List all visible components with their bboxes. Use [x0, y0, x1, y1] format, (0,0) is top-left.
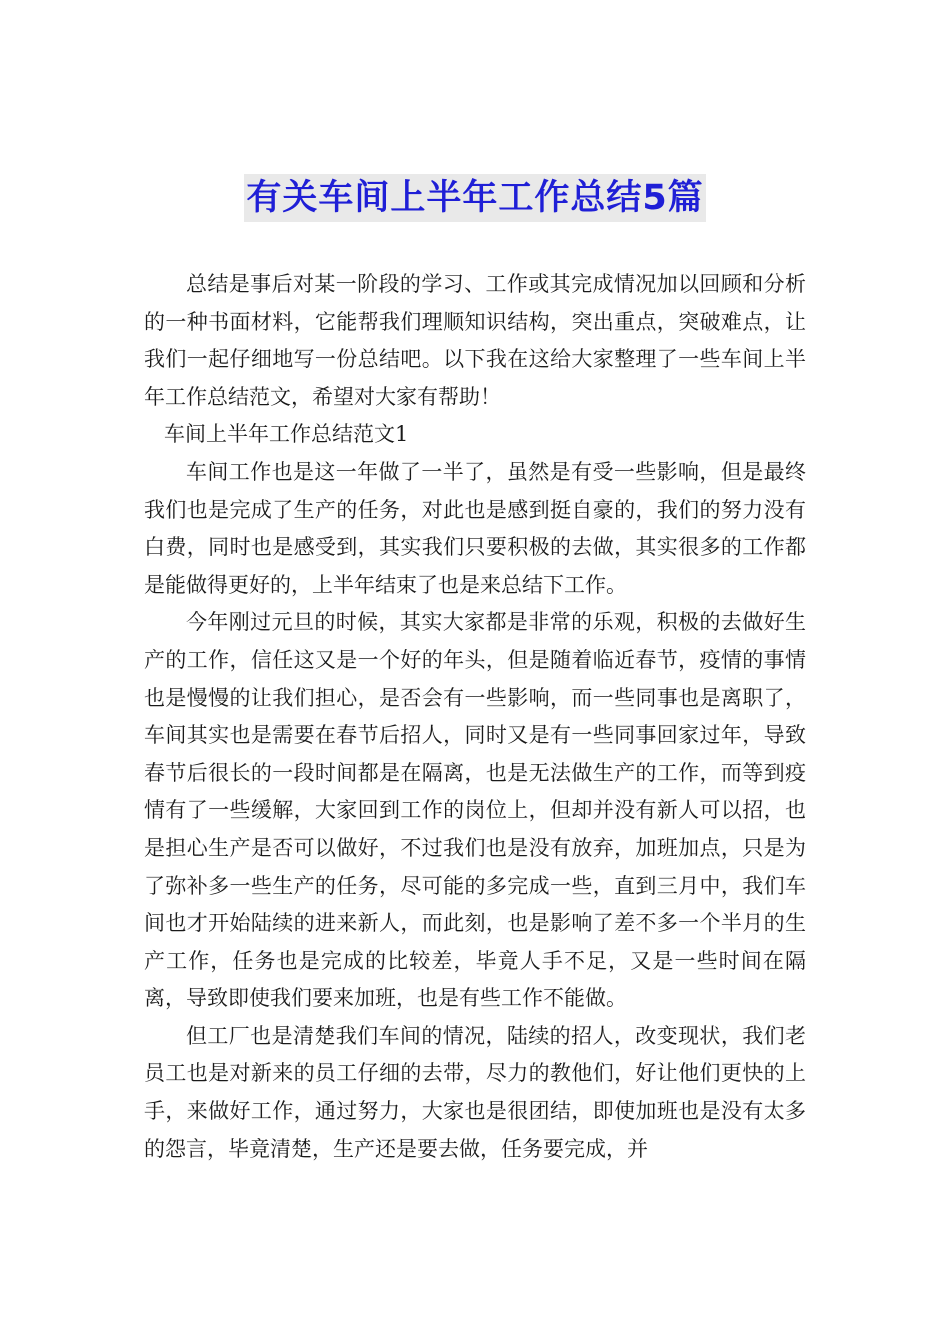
intro-paragraph: 总结是事后对某一阶段的学习、工作或其完成情况加以回顾和分析的一种书面材料，它能帮我们理顺知识结构，突出重点，突破难点，让我们一起仔细地写一份总结吧。以下我在这给大家整理了一些车间上半年工作总结范文，希望对大家有帮助！ [144, 272, 806, 409]
section-heading: 车间上半年工作总结范文1 [164, 422, 409, 447]
body-paragraph-3: 但工厂也是清楚我们车间的情况，陆续的招人，改变现状，我们老员工也是对新来的员工仔细的去带，尽力的教他们，好让他们更快的上手，来做好工作，通过努力，大家也是很团结，即使加班也是没有太多的怨言，毕竟清楚，生产还是要去做，任务要完成，并 [144, 1023, 806, 1161]
title-container [0, 174, 950, 222]
document-body [144, 266, 806, 1168]
document-title: 有关车间上半年工作总结5篇 [244, 174, 705, 222]
body-paragraph-2: 今年刚过元旦的时候，其实大家都是非常的乐观，积极的去做好生产的工作，信任这又是一个好的年头，但是随着临近春节，疫情的事情也是慢慢的让我们担心，是否会有一些影响，而一些同事也是离职了，车间其实也是需要在春节后招人，同时又是有一些同事回家过年，导致春节后很长的一段时间都是在隔离，也是无法做生产的工作，而等到疫情有了一些缓解，大家回到工作的岗位上，但却并没有新人可以招，也是担心生产是否可以做好，不过我们也是没有放弃，加班加点，只是为了弥补多一些生产的任务，尽可能的多完成一些，直到三月中，我们车间也才开始陆续的进来新人，而此刻，也是影响了差不多一个半月的生产工作，任务也是完成的比较差，毕竟人手不足，又是一些时间在隔离，导致即使我们要来加班，也是有些工作不能做。 [144, 610, 806, 1011]
body-paragraph-1: 车间工作也是这一年做了一半了，虽然是有受一些影响，但是最终我们也是完成了生产的任务，对此也是感到挺自豪的，我们的努力没有白费，同时也是感受到，其实我们只要积极的去做，其实很多的工作都是能做得更好的，上半年结束了也是来总结下工作。 [144, 459, 806, 597]
